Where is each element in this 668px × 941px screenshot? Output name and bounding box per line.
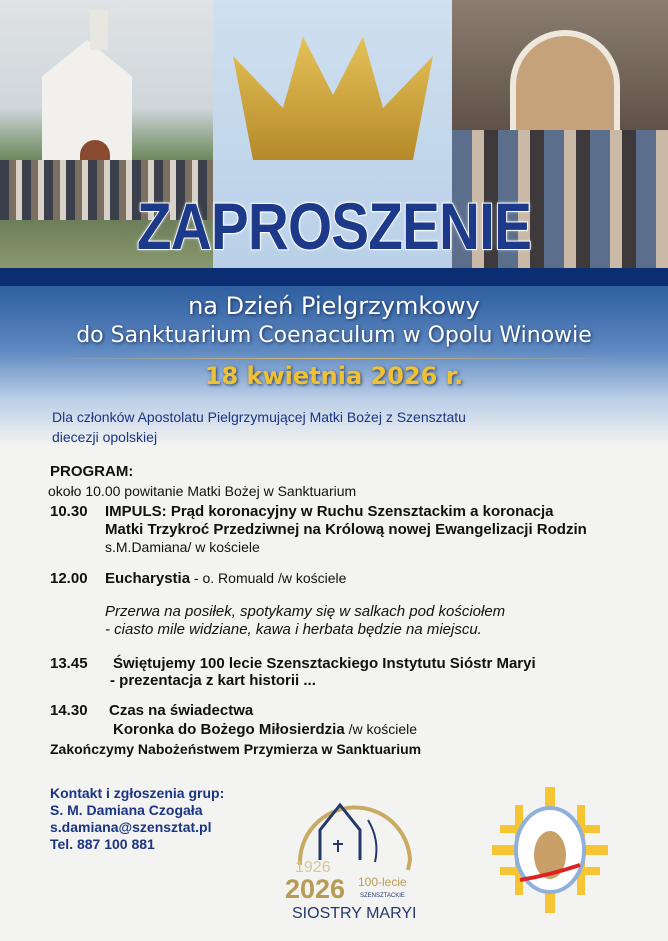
break-line1: Przerwa na posiłek, spotykamy się w salkach pod kościołem (105, 603, 506, 620)
item-title: Czas na świadectwa (109, 702, 254, 719)
apostolate-logo (490, 785, 610, 915)
contact-email[interactable]: s.damiana@szensztat.pl (50, 819, 212, 835)
audience-line2: diecezji opolskiej (52, 429, 158, 445)
event-date: 18 kwietnia 2026 r. (204, 362, 464, 390)
item-title: IMPULS: Prąd koronacyjny w Ruchu Szensztackim a koronacja (105, 503, 554, 520)
item-time: 13.45 (50, 655, 88, 672)
subtitle-line1: na Dzień Pielgrzymkowy (188, 292, 480, 320)
item-title: Świętujemy 100 lecie Szensztackiego Instytutu Sióstr Maryi (113, 655, 536, 672)
item-note: s.M.Damiana/ w kościele (105, 539, 260, 555)
item-note: - o. Romuald /w kościele (190, 570, 347, 586)
logo-anniv: 100-lecie (358, 875, 407, 889)
item-time: 10.30 (50, 503, 88, 520)
contact-phone[interactable]: Tel. 887 100 881 (50, 836, 155, 852)
jubilee-logo (280, 780, 420, 930)
item-title: Eucharystia (105, 570, 191, 587)
contact-block (50, 785, 224, 853)
shrine-arch-icon (280, 780, 420, 930)
logo-name: SIOSTRY MARYI (292, 905, 417, 922)
poster-title: ZAPROSZENIE (136, 189, 532, 263)
item-note: /w kościele (344, 721, 418, 737)
item-title2: Koronka do Bożego Miłosierdzia (113, 721, 345, 738)
item-time: 14.30 (50, 702, 88, 719)
program-closing: Zakończymy Nabożeństwem Przymierza w Sanktuarium (50, 741, 422, 757)
contact-name: S. M. Damiana Czogała (50, 802, 203, 818)
logo-small: SZENSZTACKIE (360, 893, 405, 899)
crown-icon (233, 30, 433, 160)
audience-line1: Dla członków Apostolatu Pielgrzymującej Matki Bożej z Szensztatu (52, 409, 466, 425)
program-intro: około 10.00 powitanie Matki Bożej w Sanktuarium (48, 483, 357, 499)
item-time: 12.00 (50, 570, 88, 587)
logo-year-start: 1926 (295, 859, 331, 876)
madonna-emblem-icon (490, 785, 610, 915)
item-title2: Matki Trzykroć Przedziwnej na Królową nowej Ewangelizacji Rodzin (105, 521, 587, 538)
logo-year-end: 2026 (285, 874, 346, 904)
program-heading: PROGRAM: (50, 463, 134, 480)
item-title2: - prezentacja z kart historii ... (110, 672, 316, 689)
subtitle-line2: do Sanktuarium Coenaculum w Opolu Winowie (76, 323, 592, 348)
church-tower (90, 10, 108, 50)
navy-divider (0, 268, 668, 286)
break-line2: - ciasto mile widziane, kawa i herbata będzie na miejscu. (105, 621, 482, 638)
contact-heading: Kontakt i zgłoszenia grup: (50, 785, 225, 801)
gold-rule (40, 358, 620, 359)
audience (52, 407, 632, 447)
